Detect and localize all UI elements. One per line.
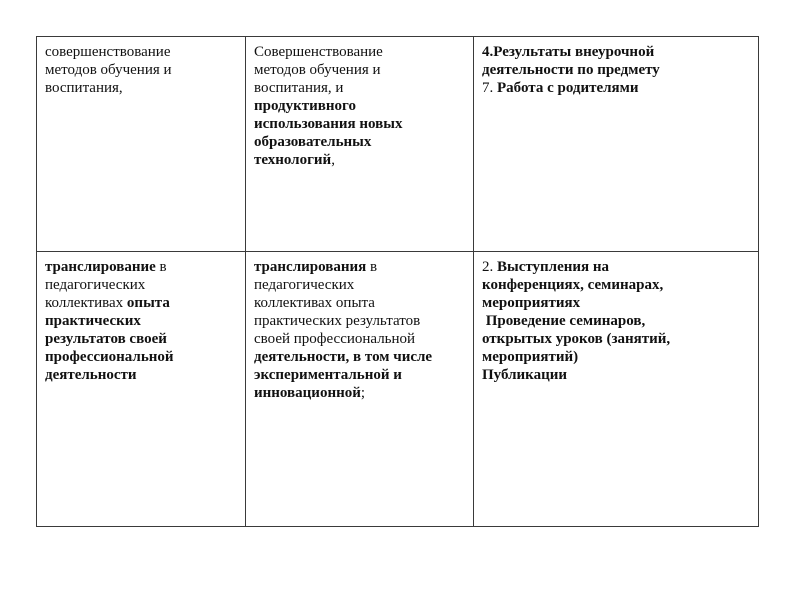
- cell-text-line: [482, 276, 750, 294]
- cell-text-run: в: [155, 259, 167, 275]
- cell-text-run: педагогических: [254, 277, 355, 293]
- cell-text-run: в: [366, 259, 378, 275]
- cell-text-run: Работа с родителями: [497, 80, 639, 96]
- table-row: [37, 37, 759, 252]
- cell-text-run: воспитания, и: [254, 80, 344, 96]
- cell-text-line: [254, 348, 465, 366]
- cell-text-line: [254, 43, 465, 61]
- cell-text-run: открытых уроков (занятий,: [482, 331, 671, 347]
- cell-text-line: [482, 330, 750, 348]
- cell-text-line: [254, 276, 465, 294]
- cell-text-run: воспитания,: [45, 80, 123, 96]
- cell-text-run: 2.: [482, 259, 497, 275]
- cell-text-line: [482, 61, 750, 79]
- cell-text-run: методов обучения и: [254, 62, 381, 78]
- cell-text-line: [254, 258, 465, 276]
- cell-text-run: результатов своей: [45, 331, 167, 347]
- table-cell: [37, 37, 246, 252]
- cell-text-run: опыта: [126, 295, 170, 311]
- cell-text-run: инновационной: [254, 385, 361, 401]
- cell-text-line: [254, 330, 465, 348]
- cell-text-line: [45, 330, 237, 348]
- cell-text-run: совершенствование: [45, 44, 171, 60]
- cell-text-run: транслирование: [45, 259, 156, 275]
- cell-text-run: 7.: [482, 80, 497, 96]
- cell-text-run: деятельности по предмету: [482, 62, 660, 78]
- cell-text-run: педагогических: [45, 277, 146, 293]
- cell-text-line: [254, 61, 465, 79]
- cell-text-run: своей профессиональной: [254, 331, 416, 347]
- cell-text-line: [254, 97, 465, 115]
- cell-text-line: [45, 366, 237, 384]
- cell-text-run: конференциях, семинарах,: [482, 277, 664, 293]
- cell-text-run: деятельности: [45, 367, 137, 383]
- cell-text-run: использования новых: [254, 116, 403, 132]
- cell-text-run: технологий: [254, 152, 332, 168]
- cell-text-run: методов обучения и: [45, 62, 172, 78]
- table-row: [37, 252, 759, 527]
- cell-text-run: образовательных: [254, 134, 372, 150]
- cell-text-line: [482, 366, 750, 384]
- cell-text-run: транслирования: [254, 259, 367, 275]
- cell-text-run: экспериментальной и: [254, 367, 402, 383]
- cell-text-line: [254, 79, 465, 97]
- cell-text-line: [254, 151, 465, 169]
- cell-text-line: [45, 258, 237, 276]
- cell-text-line: [482, 348, 750, 366]
- cell-text-line: [482, 258, 750, 276]
- cell-text-run: практических результатов: [254, 313, 421, 329]
- cell-text-line: [254, 294, 465, 312]
- cell-text-line: [254, 384, 465, 402]
- cell-text-line: [254, 312, 465, 330]
- cell-text-line: [254, 115, 465, 133]
- cell-text-run: мероприятий): [482, 349, 579, 365]
- cell-text-run: Публикации: [482, 367, 567, 383]
- table-cell: [37, 252, 246, 527]
- cell-text-run: профессиональной: [45, 349, 174, 365]
- cell-text-run: ;: [360, 385, 366, 401]
- cell-text-line: [482, 43, 750, 61]
- table-cell: [474, 37, 759, 252]
- document-table: [36, 36, 759, 527]
- cell-text-run: Выступления на: [497, 259, 610, 275]
- cell-text-line: [45, 276, 237, 294]
- cell-text-run: продуктивного: [254, 98, 356, 114]
- cell-text-line: [45, 312, 237, 330]
- cell-text-run: Совершенствование: [254, 44, 383, 60]
- cell-text-line: [254, 366, 465, 384]
- cell-text-line: [45, 43, 237, 61]
- table-cell: [246, 37, 474, 252]
- cell-text-run: 4.Результаты внеурочной: [482, 44, 655, 60]
- table-cell: [474, 252, 759, 527]
- cell-text-run: деятельности, в том числе: [254, 349, 433, 365]
- cell-text-line: [482, 294, 750, 312]
- cell-text-line: [45, 348, 237, 366]
- table-cell: [246, 252, 474, 527]
- cell-text-line: [45, 79, 237, 97]
- cell-text-line: [45, 294, 237, 312]
- cell-text-run: коллективах: [45, 295, 127, 311]
- cell-text-run: коллективах опыта: [254, 295, 375, 311]
- cell-text-run: Проведение семинаров,: [482, 313, 646, 329]
- cell-text-run: ,: [331, 152, 335, 168]
- cell-text-run: мероприятиях: [482, 295, 581, 311]
- table-body: [37, 37, 759, 527]
- cell-text-run: практических: [45, 313, 141, 329]
- cell-text-line: [254, 133, 465, 151]
- cell-text-line: [482, 79, 750, 97]
- cell-text-line: [45, 61, 237, 79]
- cell-text-line: [482, 312, 750, 330]
